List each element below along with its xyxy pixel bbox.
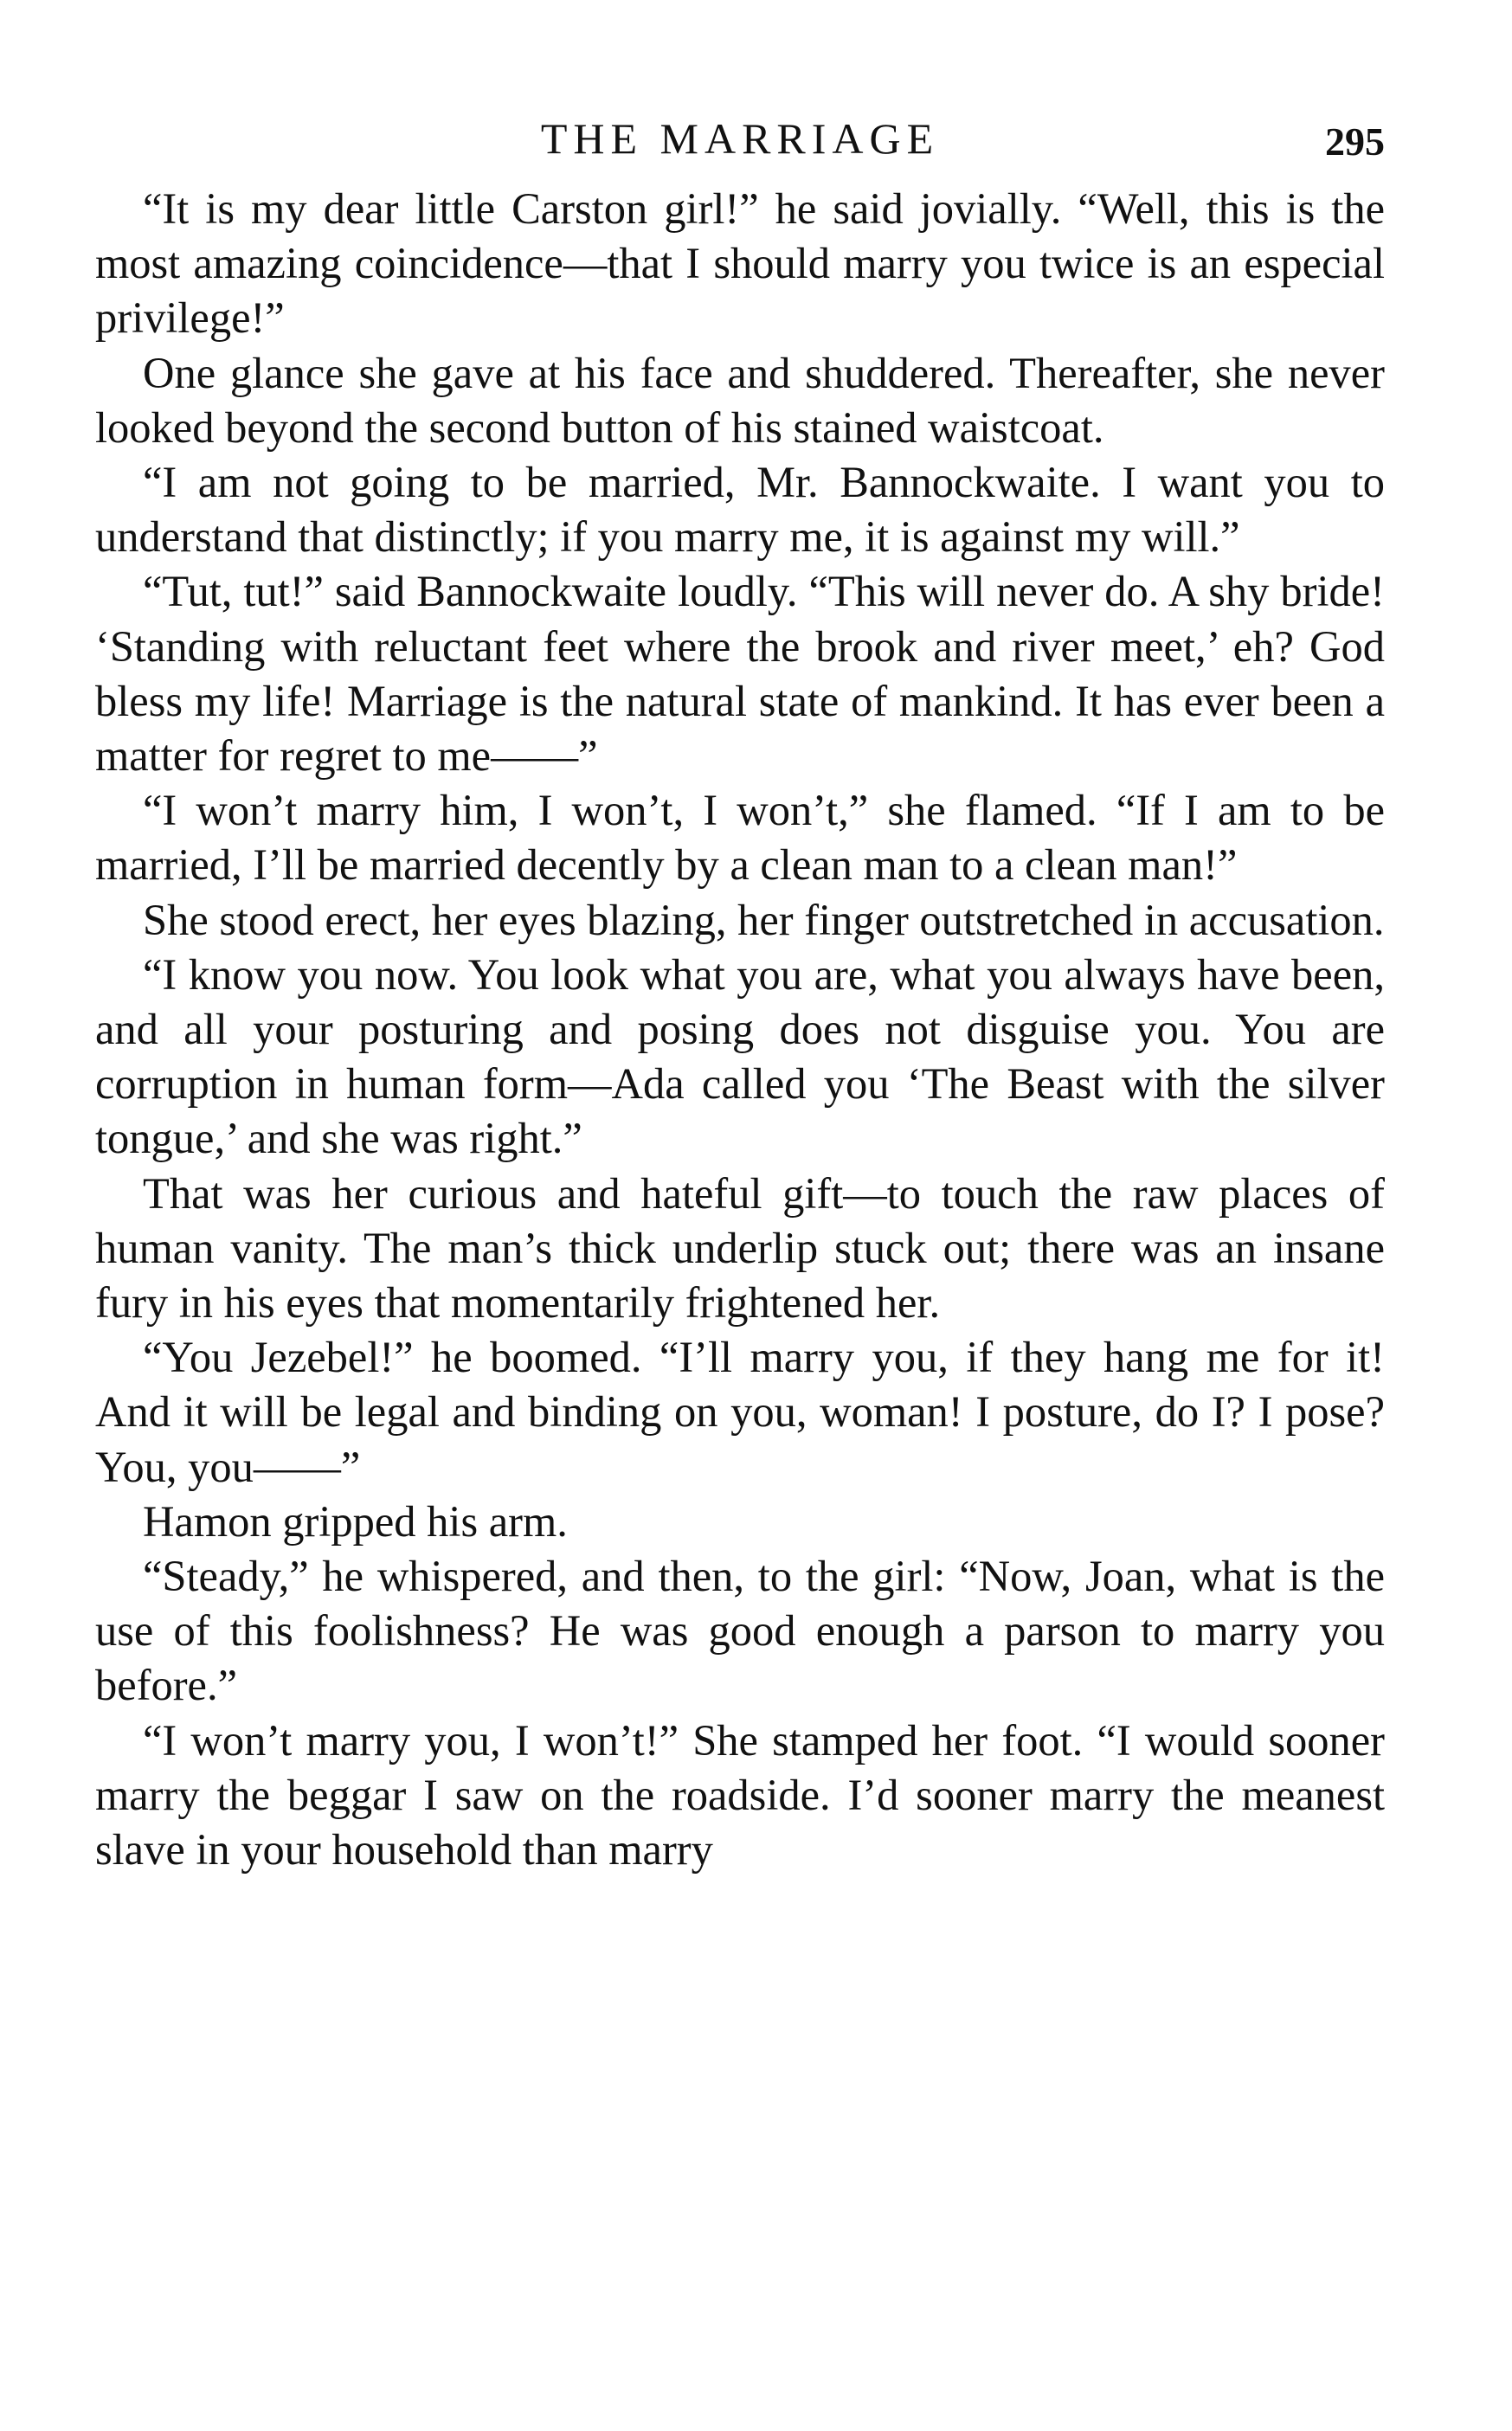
paragraph: Hamon gripped his arm. [143, 1496, 568, 1546]
paragraph: “I am not going to be married, Mr. Bannockwaite. I want you to understand that distinctly; if you marry me, it is against my will.” [95, 458, 1385, 562]
paragraph: “I know you now. You look what you are, what you always have been, and all your posturing and posing does not disguise you. You are corruption in human form—Ada called you ‘The Beast with the silver tongue,’ and she was right.” [95, 949, 1385, 1163]
body-text [95, 182, 1385, 1877]
paragraph: “You Jezebel!” he boomed. “I’ll marry you, if they hang me for it! And it will be legal and binding on you, woman! I posture, do I? I pose? You, you——” [95, 1333, 1385, 1491]
paragraph: “I won’t marry you, I won’t!” She stamped her foot. “I would sooner marry the beggar I saw on the roadside. I’d sooner marry the meanest slave in your household than marry [95, 1715, 1385, 1875]
paragraph: “Steady,” he whispered, and then, to the girl: “Now, Joan, what is the use of this foolishness? He was good enough a parson to marry you before.” [95, 1552, 1385, 1710]
page-number: 295 [1325, 119, 1385, 164]
running-head [95, 113, 1385, 164]
paragraph: That was her curious and hateful gift—to touch the raw places of human vanity. The man’s thick underlip stuck out; there was an insane fury in his eyes that momentarily frightened her. [95, 1168, 1385, 1328]
paragraph: “It is my dear little Carston girl!” he said jovially. “Well, this is the most amazing coincidence—that I should marry you twice is an especial privilege!” [95, 184, 1385, 343]
paragraph: She stood erect, her eyes blazing, her finger outstretched in accusation. [143, 895, 1385, 944]
paragraph: “Tut, tut!” said Bannockwaite loudly. “This will never do. A shy bride! ‘Standing with reluctant feet where the brook and river meet,’ eh? God bless my life! Marriage is the natural state of mankind. It has ever been a matter for regret to me——” [95, 567, 1385, 781]
paragraph: “I won’t marry him, I won’t, I won’t,” she flamed. “If I am to be married, I’ll be married decently by a clean man to a clean man!” [95, 786, 1385, 890]
book-page [95, 113, 1385, 1877]
paragraph: One glance she gave at his face and shuddered. Thereafter, she never looked beyond the second button of his stained waistcoat. [95, 348, 1385, 452]
chapter-title: THE MARRIAGE [540, 114, 940, 163]
